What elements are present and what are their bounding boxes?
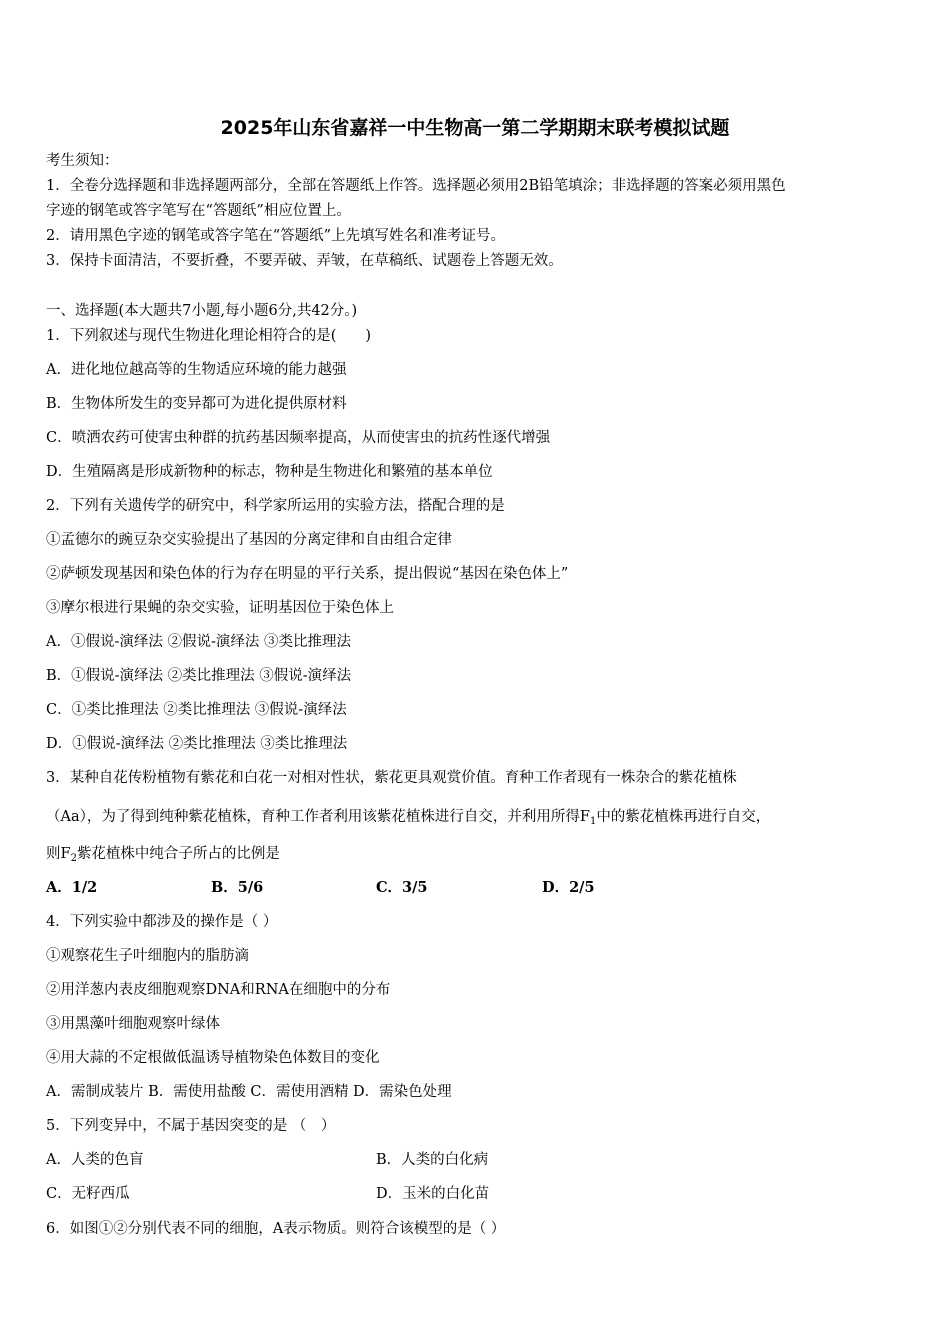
option-c: C．无籽西瓜 xyxy=(46,1186,130,1202)
question-stem-cont xyxy=(46,845,280,868)
statement-item: ②用洋葱内表皮细胞观察DNA和RNA在细胞中的分布 xyxy=(46,982,391,998)
notice-item: 字迹的钢笔或答字笔写在“答题纸”相应位置上。 xyxy=(46,203,351,219)
question-stem-cont xyxy=(46,808,770,831)
option-a: A．进化地位越高等的生物适应环境的能力越强 xyxy=(46,362,347,378)
stem-text: 则F xyxy=(46,846,71,862)
stem-text: 紫花植株中纯合子所占的比例是 xyxy=(76,846,280,862)
notice-item: 3．保持卡面清洁，不要折叠，不要弄破、弄皱，在草稿纸、试题卷上答题无效。 xyxy=(46,253,563,269)
statement-item: ②萨顿发现基因和染色体的行为存在明显的平行关系，提出假说“基因在染色体上” xyxy=(46,566,569,582)
subscript: 2 xyxy=(70,853,77,864)
option-b: B．5/6 xyxy=(211,879,264,896)
section-heading: 一、选择题(本大题共7小题,每小题6分,共42分。) xyxy=(46,303,358,319)
statement-item: ①观察花生子叶细胞内的脂肪滴 xyxy=(46,948,249,964)
stem-text: （Aa），为了得到纯种紫花植株，育种工作者利用该紫花植株进行自交，并利用所得F xyxy=(46,809,590,825)
exam-title: 2025年山东省嘉祥一中生物高一第二学期期末联考模拟试题 xyxy=(220,117,730,139)
option-a: A．①假说-演绎法 ②假说-演绎法 ③类比推理法 xyxy=(46,634,351,650)
question-stem: 1．下列叙述与现代生物进化理论相符合的是( ) xyxy=(46,328,372,344)
notice-item: 1．全卷分选择题和非选择题两部分，全部在答题纸上作答。选择题必须用2B铅笔填涂；非选择题的答案必须用黑色 xyxy=(46,178,786,194)
option-b: B．生物体所发生的变异都可为进化提供原材料 xyxy=(46,396,347,412)
option-d: D．2/5 xyxy=(542,879,595,896)
statement-item: ④用大蒜的不定根做低温诱导植物染色体数目的变化 xyxy=(46,1050,380,1066)
option-a: A．人类的色盲 xyxy=(46,1152,144,1168)
question-stem: 4．下列实验中都涉及的操作是（ ） xyxy=(46,914,278,930)
option-a: A．1/2 xyxy=(46,879,98,896)
statement-item: ③用黑藻叶细胞观察叶绿体 xyxy=(46,1016,220,1032)
option-d: D．玉米的白化苗 xyxy=(376,1186,490,1202)
question-stem: 5．下列变异中，不属于基因突变的是 （ ） xyxy=(46,1118,336,1134)
option-b: B．①假说-演绎法 ②类比推理法 ③假说-演绎法 xyxy=(46,668,352,684)
option-c: C．3/5 xyxy=(376,879,428,896)
question-stem: 6．如图①②分别代表不同的细胞，A表示物质。则符合该模型的是（ ） xyxy=(46,1221,506,1237)
option-b: B．人类的白化病 xyxy=(376,1152,489,1168)
option-d: D．①假说-演绎法 ②类比推理法 ③类比推理法 xyxy=(46,736,348,752)
notice-item: 2．请用黑色字迹的钢笔或答字笔在“答题纸”上先填写姓名和准考证号。 xyxy=(46,228,506,244)
stem-text: 中的紫花植株再进行自交， xyxy=(596,809,771,825)
question-stem: 3．某种自花传粉植物有紫花和白花一对相对性状，紫花更具观赏价值。育种工作者现有一株杂合的紫花植株 xyxy=(46,770,737,786)
option-c: C．①类比推理法 ②类比推理法 ③假说-演绎法 xyxy=(46,702,347,718)
notice-heading: 考生须知： xyxy=(46,153,119,169)
option-c: C．喷洒农药可使害虫种群的抗药基因频率提高，从而使害虫的抗药性逐代增强 xyxy=(46,430,551,446)
statement-item: ①孟德尔的豌豆杂交实验提出了基因的分离定律和自由组合定律 xyxy=(46,532,452,548)
statement-item: ③摩尔根进行果蝇的杂交实验，证明基因位于染色体上 xyxy=(46,600,394,616)
option-d: D．生殖隔离是形成新物种的标志，物种是生物进化和繁殖的基本单位 xyxy=(46,464,493,480)
subscript: 1 xyxy=(589,816,597,827)
question-stem: 2．下列有关遗传学的研究中，科学家所运用的实验方法，搭配合理的是 xyxy=(46,498,505,514)
options-row: A．需制成装片 B．需使用盐酸 C．需使用酒精 D．需染色处理 xyxy=(46,1084,452,1100)
